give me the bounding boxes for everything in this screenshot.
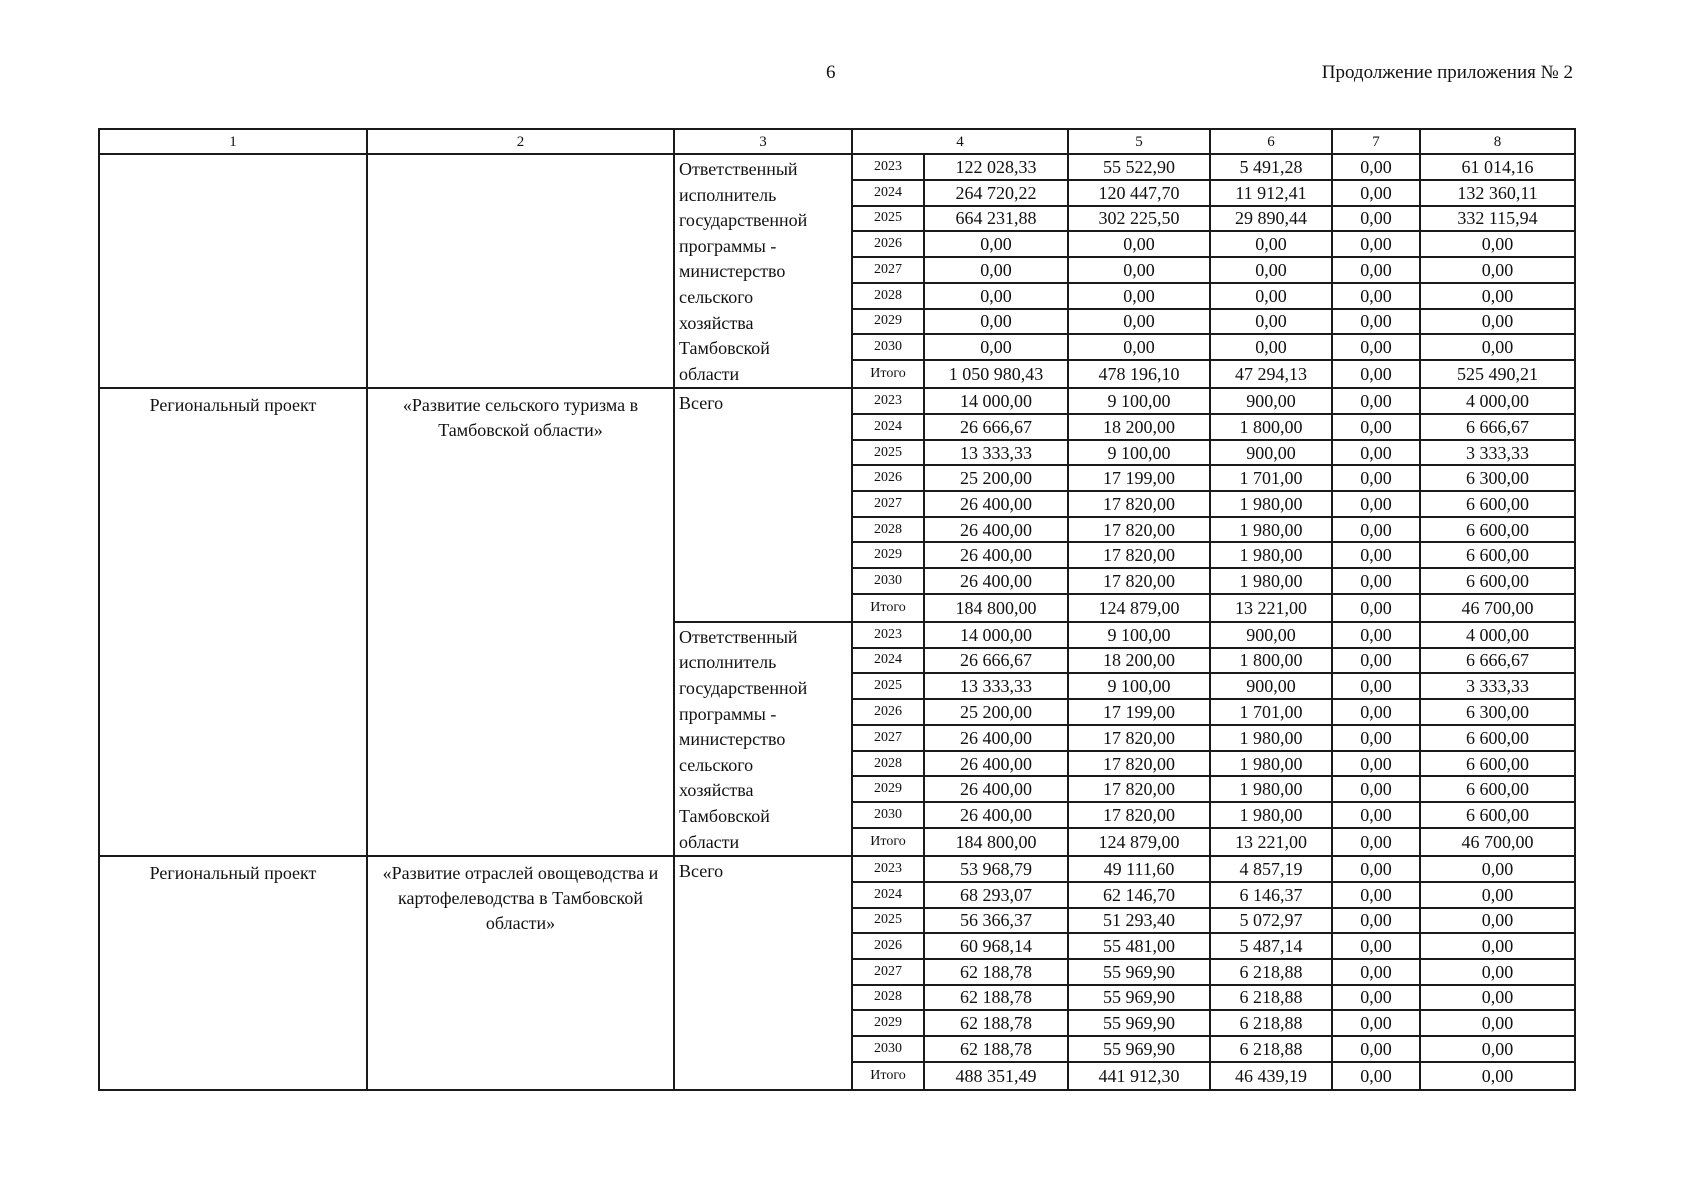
executor-line: области: [679, 831, 740, 852]
executor-line: Всего: [679, 861, 724, 882]
executor-line: хозяйства: [679, 780, 754, 801]
local-amount-cell: 0,00: [1332, 309, 1420, 335]
local-amount-cell: 0,00: [1332, 725, 1420, 751]
executor-line: Ответственный: [679, 159, 798, 179]
year-cell: 2025: [852, 206, 924, 232]
regional-amount-cell: 0,00: [1210, 334, 1332, 360]
year-cell: 2027: [852, 959, 924, 985]
federal-amount-cell: 0,00: [1068, 257, 1210, 283]
local-amount-cell: 0,00: [1332, 231, 1420, 257]
project-type-cell: Региональный проект: [99, 856, 367, 1090]
federal-amount-cell: 55 969,90: [1068, 1010, 1210, 1036]
local-amount-cell: 0,00: [1332, 465, 1420, 491]
local-amount-cell: 0,00: [1332, 1036, 1420, 1062]
regional-amount-cell: 1 980,00: [1210, 568, 1332, 594]
local-amount-cell: 0,00: [1332, 802, 1420, 828]
federal-amount-cell: 17 820,00: [1068, 491, 1210, 517]
local-amount-cell: 0,00: [1332, 334, 1420, 360]
local-amount-cell: 0,00: [1332, 594, 1420, 622]
total-amount-cell: 0,00: [924, 231, 1068, 257]
regional-amount-cell: 11 912,41: [1210, 180, 1332, 206]
local-amount-cell: 0,00: [1332, 856, 1420, 882]
total-amount-cell: 184 800,00: [924, 828, 1068, 856]
year-cell: 2025: [852, 673, 924, 699]
federal-amount-cell: 0,00: [1068, 334, 1210, 360]
year-cell: 2024: [852, 648, 924, 674]
total-amount-cell: 25 200,00: [924, 699, 1068, 725]
header-cell-7: 7: [1332, 129, 1420, 154]
executor-line: программы -: [679, 703, 777, 724]
year-cell: 2024: [852, 414, 924, 440]
year-cell: 2024: [852, 180, 924, 206]
total-amount-cell: 0,00: [924, 309, 1068, 335]
year-cell: 2026: [852, 699, 924, 725]
regional-amount-cell: 1 701,00: [1210, 465, 1332, 491]
local-amount-cell: 0,00: [1332, 517, 1420, 543]
total-amount-cell: 26 666,67: [924, 414, 1068, 440]
total-amount-cell: 62 188,78: [924, 1036, 1068, 1062]
total-amount-cell: 13 333,33: [924, 440, 1068, 466]
local-amount-cell: 0,00: [1332, 414, 1420, 440]
extrabudget-amount-cell: 0,00: [1420, 1062, 1575, 1090]
total-amount-cell: 0,00: [924, 283, 1068, 309]
regional-amount-cell: 0,00: [1210, 283, 1332, 309]
extrabudget-amount-cell: 0,00: [1420, 856, 1575, 882]
regional-amount-cell: 1 980,00: [1210, 542, 1332, 568]
year-cell: 2024: [852, 882, 924, 908]
total-amount-cell: 60 968,14: [924, 933, 1068, 959]
federal-amount-cell: 18 200,00: [1068, 414, 1210, 440]
regional-amount-cell: 6 218,88: [1210, 1036, 1332, 1062]
local-amount-cell: 0,00: [1332, 257, 1420, 283]
total-amount-cell: 264 720,22: [924, 180, 1068, 206]
table-row: [99, 388, 1575, 414]
total-amount-cell: 25 200,00: [924, 465, 1068, 491]
total-amount-cell: 184 800,00: [924, 594, 1068, 622]
local-amount-cell: 0,00: [1332, 908, 1420, 934]
local-amount-cell: 0,00: [1332, 154, 1420, 180]
executor-line: государственной: [679, 210, 808, 231]
federal-amount-cell: 55 481,00: [1068, 933, 1210, 959]
extrabudget-amount-cell: 0,00: [1420, 334, 1575, 360]
year-cell: 2027: [852, 257, 924, 283]
federal-amount-cell: 17 199,00: [1068, 465, 1210, 491]
total-amount-cell: 14 000,00: [924, 622, 1068, 648]
extrabudget-amount-cell: 0,00: [1420, 1036, 1575, 1062]
executor-line: исполнитель: [679, 184, 777, 205]
project-name-cell: «Развитие отраслей овощеводства и картофелеводства в Тамбовской области»: [367, 856, 674, 1090]
regional-amount-cell: 1 800,00: [1210, 414, 1332, 440]
year-cell: 2023: [852, 388, 924, 414]
executor-line: министерство: [679, 729, 786, 750]
extrabudget-amount-cell: 46 700,00: [1420, 828, 1575, 856]
regional-amount-cell: 1 980,00: [1210, 491, 1332, 517]
extrabudget-amount-cell: 0,00: [1420, 283, 1575, 309]
total-amount-cell: 14 000,00: [924, 388, 1068, 414]
total-amount-cell: 68 293,07: [924, 882, 1068, 908]
header-cell-2: 2: [367, 129, 674, 154]
header-row: [99, 129, 1575, 154]
year-cell: 2027: [852, 725, 924, 751]
total-amount-cell: 488 351,49: [924, 1062, 1068, 1090]
total-amount-cell: 13 333,33: [924, 673, 1068, 699]
table-row: [99, 154, 1575, 180]
extrabudget-amount-cell: 0,00: [1420, 908, 1575, 934]
year-cell: 2025: [852, 908, 924, 934]
local-amount-cell: 0,00: [1332, 388, 1420, 414]
regional-amount-cell: 46 439,19: [1210, 1062, 1332, 1090]
executor-line: программы -: [679, 235, 777, 256]
extrabudget-amount-cell: 61 014,16: [1420, 154, 1575, 180]
extrabudget-amount-cell: 0,00: [1420, 309, 1575, 335]
regional-amount-cell: 1 701,00: [1210, 699, 1332, 725]
executor-line: Тамбовской: [679, 338, 770, 359]
extrabudget-amount-cell: 4 000,00: [1420, 622, 1575, 648]
local-amount-cell: 0,00: [1332, 542, 1420, 568]
extrabudget-amount-cell: 6 600,00: [1420, 542, 1575, 568]
extrabudget-amount-cell: 6 300,00: [1420, 465, 1575, 491]
regional-amount-cell: 0,00: [1210, 309, 1332, 335]
local-amount-cell: 0,00: [1332, 933, 1420, 959]
year-cell: 2023: [852, 154, 924, 180]
table-body: [99, 129, 1575, 1090]
total-amount-cell: 26 400,00: [924, 751, 1068, 777]
federal-amount-cell: 17 820,00: [1068, 776, 1210, 802]
local-amount-cell: 0,00: [1332, 751, 1420, 777]
year-cell: 2025: [852, 440, 924, 466]
extrabudget-amount-cell: 6 600,00: [1420, 802, 1575, 828]
local-amount-cell: 0,00: [1332, 491, 1420, 517]
federal-amount-cell: 51 293,40: [1068, 908, 1210, 934]
local-amount-cell: 0,00: [1332, 673, 1420, 699]
executor-line: сельского: [679, 754, 754, 775]
local-amount-cell: 0,00: [1332, 828, 1420, 856]
year-cell: Итого: [852, 360, 924, 388]
extrabudget-amount-cell: 0,00: [1420, 257, 1575, 283]
executor-line: области: [679, 363, 740, 384]
page-caption: Продолжение приложения № 2: [1321, 62, 1573, 83]
federal-amount-cell: 55 969,90: [1068, 959, 1210, 985]
federal-amount-cell: 0,00: [1068, 309, 1210, 335]
regional-amount-cell: 6 218,88: [1210, 985, 1332, 1011]
federal-amount-cell: 17 820,00: [1068, 751, 1210, 777]
year-cell: 2023: [852, 856, 924, 882]
project-name-cell: [367, 154, 674, 388]
local-amount-cell: 0,00: [1332, 1062, 1420, 1090]
executor-line: государственной: [679, 678, 808, 699]
year-cell: 2029: [852, 1010, 924, 1036]
year-cell: 2029: [852, 542, 924, 568]
total-amount-cell: 26 400,00: [924, 491, 1068, 517]
extrabudget-amount-cell: 6 600,00: [1420, 776, 1575, 802]
year-cell: Итого: [852, 1062, 924, 1090]
local-amount-cell: 0,00: [1332, 360, 1420, 388]
executor-line: Ответственный: [679, 626, 798, 647]
local-amount-cell: 0,00: [1332, 568, 1420, 594]
total-amount-cell: 26 400,00: [924, 542, 1068, 568]
executor-cell: [674, 856, 852, 1090]
executor-cell: [674, 622, 852, 856]
federal-amount-cell: 9 100,00: [1068, 622, 1210, 648]
executor-line: исполнитель: [679, 652, 777, 673]
year-cell: 2030: [852, 802, 924, 828]
local-amount-cell: 0,00: [1332, 206, 1420, 232]
local-amount-cell: 0,00: [1332, 985, 1420, 1011]
extrabudget-amount-cell: 0,00: [1420, 959, 1575, 985]
total-amount-cell: 26 400,00: [924, 517, 1068, 543]
local-amount-cell: 0,00: [1332, 1010, 1420, 1036]
regional-amount-cell: 0,00: [1210, 257, 1332, 283]
extrabudget-amount-cell: 132 360,11: [1420, 180, 1575, 206]
header-cell-5: 5: [1068, 129, 1210, 154]
regional-amount-cell: 900,00: [1210, 388, 1332, 414]
total-amount-cell: 664 231,88: [924, 206, 1068, 232]
regional-amount-cell: 1 980,00: [1210, 802, 1332, 828]
regional-amount-cell: 1 980,00: [1210, 517, 1332, 543]
regional-amount-cell: 13 221,00: [1210, 828, 1332, 856]
table-row: [99, 856, 1575, 882]
executor-cell: [674, 154, 852, 388]
local-amount-cell: 0,00: [1332, 283, 1420, 309]
total-amount-cell: 0,00: [924, 334, 1068, 360]
year-cell: 2023: [852, 622, 924, 648]
federal-amount-cell: 0,00: [1068, 231, 1210, 257]
extrabudget-amount-cell: 6 600,00: [1420, 517, 1575, 543]
extrabudget-amount-cell: 3 333,33: [1420, 440, 1575, 466]
project-type-cell: [99, 154, 367, 388]
total-amount-cell: 62 188,78: [924, 985, 1068, 1011]
extrabudget-amount-cell: 4 000,00: [1420, 388, 1575, 414]
federal-amount-cell: 124 879,00: [1068, 594, 1210, 622]
local-amount-cell: 0,00: [1332, 776, 1420, 802]
total-amount-cell: 1 050 980,43: [924, 360, 1068, 388]
year-cell: 2028: [852, 985, 924, 1011]
regional-amount-cell: 6 218,88: [1210, 959, 1332, 985]
federal-amount-cell: 17 820,00: [1068, 517, 1210, 543]
regional-amount-cell: 5 487,14: [1210, 933, 1332, 959]
local-amount-cell: 0,00: [1332, 699, 1420, 725]
federal-amount-cell: 302 225,50: [1068, 206, 1210, 232]
federal-amount-cell: 120 447,70: [1068, 180, 1210, 206]
federal-amount-cell: 9 100,00: [1068, 440, 1210, 466]
local-amount-cell: 0,00: [1332, 959, 1420, 985]
regional-amount-cell: 13 221,00: [1210, 594, 1332, 622]
extrabudget-amount-cell: 46 700,00: [1420, 594, 1575, 622]
regional-amount-cell: 1 980,00: [1210, 751, 1332, 777]
year-cell: 2026: [852, 933, 924, 959]
local-amount-cell: 0,00: [1332, 882, 1420, 908]
federal-amount-cell: 478 196,10: [1068, 360, 1210, 388]
extrabudget-amount-cell: 6 300,00: [1420, 699, 1575, 725]
year-cell: Итого: [852, 828, 924, 856]
executor-cell: [674, 388, 852, 622]
year-cell: 2030: [852, 334, 924, 360]
extrabudget-amount-cell: 525 490,21: [1420, 360, 1575, 388]
regional-amount-cell: 5 072,97: [1210, 908, 1332, 934]
regional-amount-cell: 1 980,00: [1210, 776, 1332, 802]
year-cell: 2029: [852, 776, 924, 802]
local-amount-cell: 0,00: [1332, 180, 1420, 206]
total-amount-cell: 0,00: [924, 257, 1068, 283]
extrabudget-amount-cell: 6 600,00: [1420, 725, 1575, 751]
federal-amount-cell: 17 820,00: [1068, 568, 1210, 594]
local-amount-cell: 0,00: [1332, 440, 1420, 466]
budget-table: [98, 128, 1576, 1091]
extrabudget-amount-cell: 0,00: [1420, 1010, 1575, 1036]
year-cell: 2027: [852, 491, 924, 517]
page-number: 6: [826, 62, 836, 83]
extrabudget-amount-cell: 332 115,94: [1420, 206, 1575, 232]
regional-amount-cell: 5 491,28: [1210, 154, 1332, 180]
executor-line: Тамбовской: [679, 806, 770, 826]
federal-amount-cell: 9 100,00: [1068, 388, 1210, 414]
regional-amount-cell: 900,00: [1210, 440, 1332, 466]
header-cell-6: 6: [1210, 129, 1332, 154]
regional-amount-cell: 6 146,37: [1210, 882, 1332, 908]
year-cell: Итого: [852, 594, 924, 622]
executor-line: Всего: [679, 393, 724, 414]
total-amount-cell: 26 400,00: [924, 776, 1068, 802]
local-amount-cell: 0,00: [1332, 648, 1420, 674]
year-cell: 2028: [852, 283, 924, 309]
federal-amount-cell: 17 820,00: [1068, 725, 1210, 751]
regional-amount-cell: 4 857,19: [1210, 856, 1332, 882]
total-amount-cell: 26 400,00: [924, 725, 1068, 751]
total-amount-cell: 26 400,00: [924, 802, 1068, 828]
total-amount-cell: 122 028,33: [924, 154, 1068, 180]
regional-amount-cell: 1 800,00: [1210, 648, 1332, 674]
project-name-cell: «Развитие сельского туризма в Тамбовской области»: [367, 388, 674, 856]
extrabudget-amount-cell: 0,00: [1420, 985, 1575, 1011]
extrabudget-amount-cell: 0,00: [1420, 231, 1575, 257]
executor-line: хозяйства: [679, 312, 754, 333]
federal-amount-cell: 55 969,90: [1068, 1036, 1210, 1062]
year-cell: 2028: [852, 751, 924, 777]
regional-amount-cell: 1 980,00: [1210, 725, 1332, 751]
regional-amount-cell: 900,00: [1210, 622, 1332, 648]
executor-line: сельского: [679, 286, 754, 307]
federal-amount-cell: 55 522,90: [1068, 154, 1210, 180]
extrabudget-amount-cell: 3 333,33: [1420, 673, 1575, 699]
regional-amount-cell: 6 218,88: [1210, 1010, 1332, 1036]
federal-amount-cell: 17 820,00: [1068, 542, 1210, 568]
year-cell: 2030: [852, 1036, 924, 1062]
executor-line: министерство: [679, 261, 786, 282]
federal-amount-cell: 55 969,90: [1068, 985, 1210, 1011]
extrabudget-amount-cell: 6 600,00: [1420, 568, 1575, 594]
federal-amount-cell: 17 199,00: [1068, 699, 1210, 725]
header-cell-4: 4: [852, 129, 1068, 154]
extrabudget-amount-cell: 0,00: [1420, 933, 1575, 959]
total-amount-cell: 56 366,37: [924, 908, 1068, 934]
header-cell-3: 3: [674, 129, 852, 154]
federal-amount-cell: 62 146,70: [1068, 882, 1210, 908]
federal-amount-cell: 18 200,00: [1068, 648, 1210, 674]
regional-amount-cell: 47 294,13: [1210, 360, 1332, 388]
year-cell: 2026: [852, 465, 924, 491]
extrabudget-amount-cell: 0,00: [1420, 882, 1575, 908]
total-amount-cell: 62 188,78: [924, 1010, 1068, 1036]
local-amount-cell: 0,00: [1332, 622, 1420, 648]
federal-amount-cell: 49 111,60: [1068, 856, 1210, 882]
header-cell-8: 8: [1420, 129, 1575, 154]
year-cell: 2028: [852, 517, 924, 543]
extrabudget-amount-cell: 6 666,67: [1420, 414, 1575, 440]
federal-amount-cell: 441 912,30: [1068, 1062, 1210, 1090]
regional-amount-cell: 900,00: [1210, 673, 1332, 699]
federal-amount-cell: 0,00: [1068, 283, 1210, 309]
regional-amount-cell: 0,00: [1210, 231, 1332, 257]
extrabudget-amount-cell: 6 600,00: [1420, 751, 1575, 777]
extrabudget-amount-cell: 6 666,67: [1420, 648, 1575, 674]
extrabudget-amount-cell: 6 600,00: [1420, 491, 1575, 517]
total-amount-cell: 26 666,67: [924, 648, 1068, 674]
header-cell-1: 1: [99, 129, 367, 154]
total-amount-cell: 53 968,79: [924, 856, 1068, 882]
total-amount-cell: 62 188,78: [924, 959, 1068, 985]
federal-amount-cell: 124 879,00: [1068, 828, 1210, 856]
project-type-cell: Региональный проект: [99, 388, 367, 856]
year-cell: 2029: [852, 309, 924, 335]
year-cell: 2030: [852, 568, 924, 594]
regional-amount-cell: 29 890,44: [1210, 206, 1332, 232]
federal-amount-cell: 17 820,00: [1068, 802, 1210, 828]
federal-amount-cell: 9 100,00: [1068, 673, 1210, 699]
year-cell: 2026: [852, 231, 924, 257]
total-amount-cell: 26 400,00: [924, 568, 1068, 594]
